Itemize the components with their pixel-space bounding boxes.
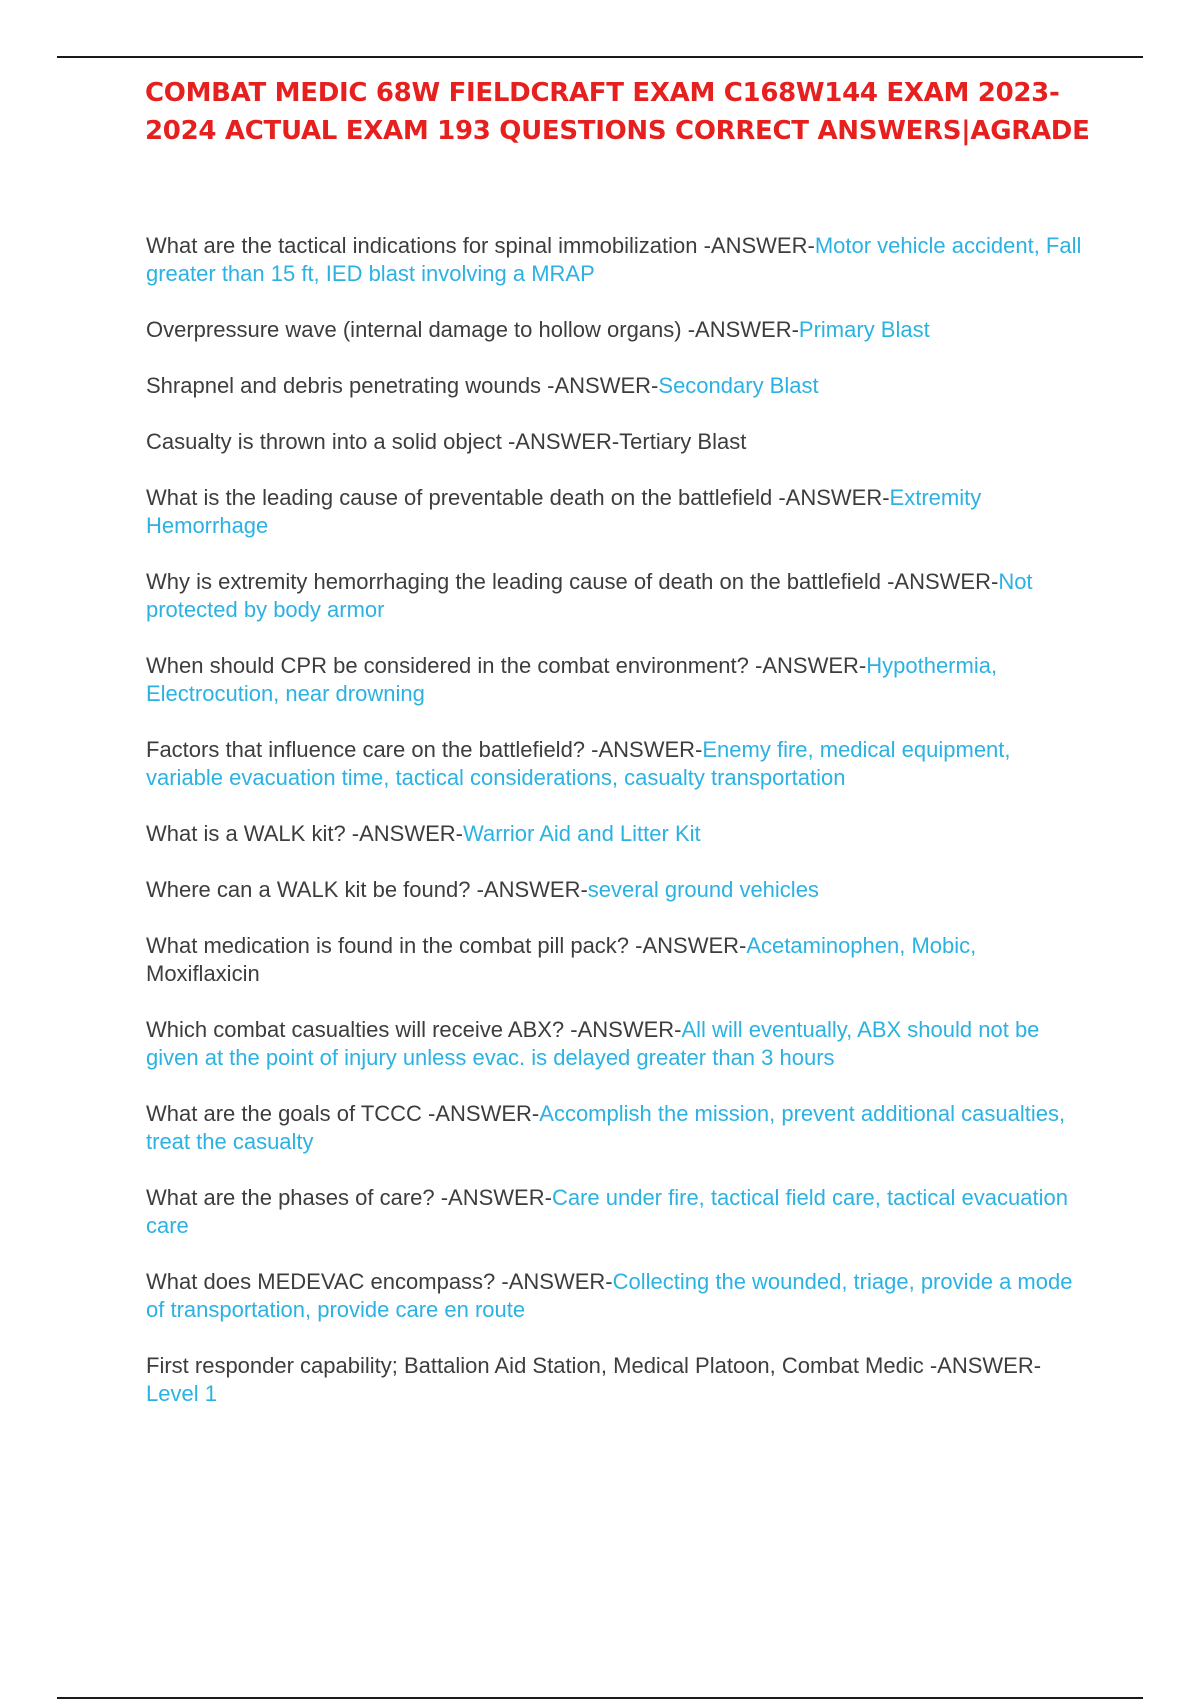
- answer-text: Secondary Blast: [658, 373, 819, 398]
- question-text: When should CPR be considered in the combat environment? -ANSWER-: [146, 653, 867, 678]
- answer-text: All will eventually, ABX should not be given at the point of injury unless evac. is delayed greater than 3 hours: [146, 1017, 1040, 1070]
- qa-item: [146, 1352, 1086, 1408]
- answer-text: Acetaminophen, Mobic,: [746, 933, 977, 958]
- qa-item: [146, 372, 1086, 400]
- question-text: Where can a WALK kit be found? -ANSWER-: [146, 877, 588, 902]
- answer-text: several ground vehicles: [587, 877, 819, 902]
- qa-item: [146, 1100, 1086, 1156]
- qa-item: [146, 428, 1086, 456]
- answer-text: Primary Blast: [798, 317, 930, 342]
- qa-item: [146, 316, 1086, 344]
- answer-text: Motor vehicle accident, Fall greater than 15 ft, IED blast involving a MRAP: [146, 233, 1082, 286]
- answer-text: Level 1: [146, 1381, 217, 1406]
- qa-item: [146, 1016, 1086, 1072]
- answer-text: Extremity Hemorrhage: [146, 485, 982, 538]
- qa-list: [146, 232, 1086, 1436]
- qa-item: [146, 484, 1086, 540]
- answer-text: Collecting the wounded, triage, provide a mode of transportation, provide care en route: [146, 1269, 1073, 1322]
- qa-item: [146, 232, 1086, 288]
- bottom-rule: [57, 1697, 1143, 1699]
- answer-text: Not protected by body armor: [146, 569, 1033, 622]
- answer-text: Warrior Aid and Litter Kit: [463, 821, 701, 846]
- question-text: What are the goals of TCCC -ANSWER-: [146, 1101, 540, 1126]
- answer-text-continued: Moxiflaxicin: [146, 961, 260, 986]
- question-text: What are the tactical indications for spinal immobilization -ANSWER-: [146, 233, 815, 258]
- answer-text: Enemy fire, medical equipment, variable evacuation time, tactical considerations, casualty transportation: [146, 737, 1011, 790]
- question-text: Which combat casualties will receive ABX? -ANSWER-: [146, 1017, 682, 1042]
- question-text: Shrapnel and debris penetrating wounds -ANSWER-: [146, 373, 659, 398]
- question-text: Why is extremity hemorrhaging the leading cause of death on the battlefield -ANSWER-: [146, 569, 999, 594]
- question-text: What is the leading cause of preventable death on the battlefield -ANSWER-: [146, 485, 890, 510]
- qa-item: [146, 652, 1086, 708]
- document-title: COMBAT MEDIC 68W FIELDCRAFT EXAM C168W144 EXAM 2023-2024 ACTUAL EXAM 193 QUESTIONS CORRECT ANSWERS|AGRADE: [145, 78, 1090, 146]
- answer-text: Accomplish the mission, prevent additional casualties, treat the casualty: [146, 1101, 1066, 1154]
- question-text: What medication is found in the combat pill pack? -ANSWER-: [146, 933, 747, 958]
- answer-text: Hypothermia, Electrocution, near drowning: [146, 653, 998, 706]
- question-text: What are the phases of care? -ANSWER-: [146, 1185, 552, 1210]
- question-text: What is a WALK kit? -ANSWER-: [146, 821, 464, 846]
- qa-item: [146, 876, 1086, 904]
- qa-item: [146, 1268, 1086, 1324]
- qa-item: [146, 820, 1086, 848]
- question-text: What does MEDEVAC encompass? -ANSWER-: [146, 1269, 613, 1294]
- answer-text: Care under fire, tactical field care, tactical evacuation care: [146, 1185, 1068, 1238]
- qa-item: [146, 568, 1086, 624]
- question-text: Casualty is thrown into a solid object -ANSWER-Tertiary Blast: [146, 429, 747, 454]
- qa-item: [146, 1184, 1086, 1240]
- qa-item: [146, 736, 1086, 792]
- qa-item: [146, 932, 1086, 988]
- question-text: Overpressure wave (internal damage to hollow organs) -ANSWER-: [146, 317, 799, 342]
- question-text: First responder capability; Battalion Aid Station, Medical Platoon, Combat Medic -ANSWER-: [146, 1353, 1042, 1378]
- question-text: Factors that influence care on the battlefield? -ANSWER-: [146, 737, 703, 762]
- top-rule: [57, 56, 1143, 58]
